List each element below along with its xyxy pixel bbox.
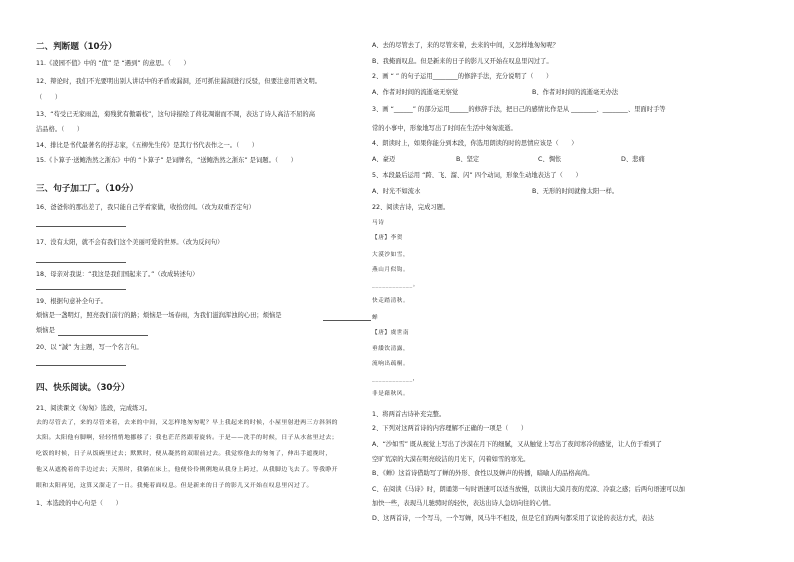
question-5-option-b: B、无形的时间就像太阳一样。 xyxy=(532,188,619,195)
question-3-line1: 3、画 “______” 的部分运用______的修辞手法，把日己的感情比作是从 ________、________、里面时手等 xyxy=(372,106,666,113)
poem2-line4: 非是藉秋风。 xyxy=(372,391,410,397)
question-12-line1: 12、辩论时，我们不光要明出别人讲话中的矛盾或漏洞，还可抓住漏洞进行反驳，但要注意用语文明。 xyxy=(36,78,322,85)
question-19-line2: 烦恼是 xyxy=(36,327,55,334)
question-2-option-a-line2: 空旷荒凉的大漠在明亮皎洁的月光下，闪着如雪的寒光。 xyxy=(372,456,530,463)
question-2-option-c-line2: 加快一些，表现马儿驰骋时的轻快，表达出诗人急切向往的心情。 xyxy=(372,500,555,507)
question-4-option-a: A、豪迈 xyxy=(372,156,396,163)
question-2-option-b: B、作者对时间的流逝毫无办法 xyxy=(532,89,619,96)
question-5-option-a: A、时光不如流水 xyxy=(372,188,421,195)
poem1-title: 马诗 xyxy=(372,220,385,226)
question-2: 2、画 “ ” 的句子运用________的修辞手法，充分说明了（ ） xyxy=(372,73,553,80)
answer-line-16 xyxy=(36,226,126,227)
reading-question-2: 2、下列对这两首诗的内容理解不正确的一项是（ ） xyxy=(372,425,528,432)
question-2-option-c-line1: C、在阅读《马诗》时，朗诵第一句时语速可以适当放慢，以读出大漠月夜的荒凉、冷寂之感；后两句语速可以加 xyxy=(372,486,685,493)
passage-line-5: 眼和太阳再见，这算又溜走了一日。我掩着面叹息。但是新来的日子的影儿又开始在叹息里闪过了。 xyxy=(36,483,313,489)
section-3-title: 三、句子加工厂。（10分） xyxy=(36,184,139,194)
option-a-1: A、去的尽管去了，来的尽管来着，去来的中间，又怎样地匆匆呢？ xyxy=(372,42,559,49)
poem1-line2: 燕山月似钩。 xyxy=(372,267,410,273)
question-2-option-a-line1: A、“沙如雪” 既从视觉上写出了沙漠在月下的细腻，又从触觉上写出了夜间寒冷的感觉，让人仿于看到了 xyxy=(372,441,662,448)
question-16: 16、爸爸你的那出差了，我只能自己学看家做，收拾房间。（改为双重否定句） xyxy=(36,204,255,211)
question-20: 20、以 “誠” 为主题，写一个名言句。 xyxy=(36,344,143,351)
poem2-title: 蝉 xyxy=(372,315,379,321)
question-11: 11.《凌园不值》中的 “值” 是 “遇到” 的意思。（ ） xyxy=(36,60,190,67)
passage-line-1: 去的尽管去了，来的尽管来着，去来的中间，又怎样地匆匆呢？早上我起来的时候，小屋里射进两三方斜斜的 xyxy=(36,420,338,426)
question-12-line2: （ ） xyxy=(36,94,62,101)
answer-line-18 xyxy=(36,289,126,290)
poem2-line1: 垂緌饮清露， xyxy=(372,346,410,352)
question-21-1: 1、本选段的中心句是（ ） xyxy=(36,500,122,507)
passage-line-2: 太阳。太阳他有脚啊，轻轻悄悄地挪移了；我也茫茫然跟着旋转。于是——洗手的时候，日子从水盆里过去； xyxy=(36,435,338,441)
passage-line-4: 他又从遮挽着的手边过去；天黑时，我躺在床上，他便伶伶俐俐地从我身上跨过，从我脚边飞去了。等我睁开 xyxy=(36,467,338,473)
poem1-line1: 大漠沙如雪， xyxy=(372,252,410,258)
question-2-option-d-line1: D、这两首诗，一个写马，一个写蝉，风马牛不相及，但是它们的两句都采用了议论的表达方式，表达 xyxy=(372,515,654,522)
question-4-option-b: B、坚定 xyxy=(456,156,480,163)
passage-line-3: 吃饭的时候，日子从饭碗里过去；默默时，便从凝然的双眼前过去。我觉察他去的匆匆了，伸出手遮挽时， xyxy=(36,451,332,457)
reading-question-1: 1、将两首古诗补充完整。 xyxy=(372,411,446,418)
answer-line-17 xyxy=(36,262,126,263)
question-18: 18、母亲对我说：“我这是我们国起来了。”（改成转述句） xyxy=(36,271,199,278)
question-21: 21、阅读课文《匆匆》选段，完成练习。 xyxy=(36,405,152,412)
question-15: 15.《卜算子·送鲍浩然之浙东》中的 “卜算子” 是词牌名，“送鲍浩然之浙东” 是词题。（ ） xyxy=(36,157,297,164)
answer-line-19a xyxy=(323,320,371,321)
question-14: 14、排比是书代最著名的抒志家，《五柳先生传》是其行书代表作之一。（ ） xyxy=(36,142,259,149)
question-17: 17、没有太阳，就不会有我们这个美丽可爱的世界。（改为反问句） xyxy=(36,239,224,246)
question-19-line1: 烦恼是一盏明灯，照亮我们前行的路；烦恼是一场春雨，为我们滋润浑浊的心田；烦恼是 xyxy=(36,312,282,319)
question-2-option-b-text: B、《蝉》这首诗借助写了蝉的外形、食性以及蝉声的传播，暗喻人的品格高尚。 xyxy=(372,470,594,477)
question-4-option-d: D、悲痛 xyxy=(621,156,645,163)
answer-line-20 xyxy=(36,365,126,366)
poem1-line4: 快走踏清秋。 xyxy=(372,298,410,304)
question-19: 19、根据句意补全句子。 xyxy=(36,298,107,305)
poem2-line3: ____________， xyxy=(372,376,419,382)
question-4: 4、朗读时上，如果你能分到本段，你选用朗读的时的思情应该是（ ） xyxy=(372,140,578,147)
question-2-option-a: A、作者对时间的流逝毫无察觉 xyxy=(372,89,459,96)
question-22: 22、阅读古诗，完成习题。 xyxy=(372,204,450,211)
option-b-1: B、我掩面叹息。但是新来的日子的影儿又开始在叹息里闪过了。 xyxy=(372,58,553,65)
poem2-author: 【唐】虞世南 xyxy=(372,330,410,336)
poem1-line3: ____________。 xyxy=(372,282,419,288)
question-13-line2: 洁品格。（ ） xyxy=(36,126,84,133)
question-13-line1: 13、“苟受已无家雨盖，菊残犹有傲霜枝”，这句诗描绘了荷花凋谢而不凋，表达了诗人高洁不屈的高 xyxy=(36,111,316,118)
question-3-line2: 常的小事中，形象地写出了时间在生活中匆匆流逝。 xyxy=(372,125,517,132)
section-4-title: 四、快乐阅读。（30分） xyxy=(36,383,130,393)
poem2-line2: 流响出疏桐。 xyxy=(372,361,410,367)
question-5: 5、本段最后运用 “跨、飞、溜、闪” 四个动词，形象生动地表达了（ ） xyxy=(372,172,582,179)
section-2-title: 二、判断题（10分） xyxy=(36,42,117,52)
question-4-option-c: C、惆怅 xyxy=(538,156,562,163)
answer-line-19b xyxy=(58,335,148,336)
poem1-author: 【唐】李贺 xyxy=(372,235,403,241)
